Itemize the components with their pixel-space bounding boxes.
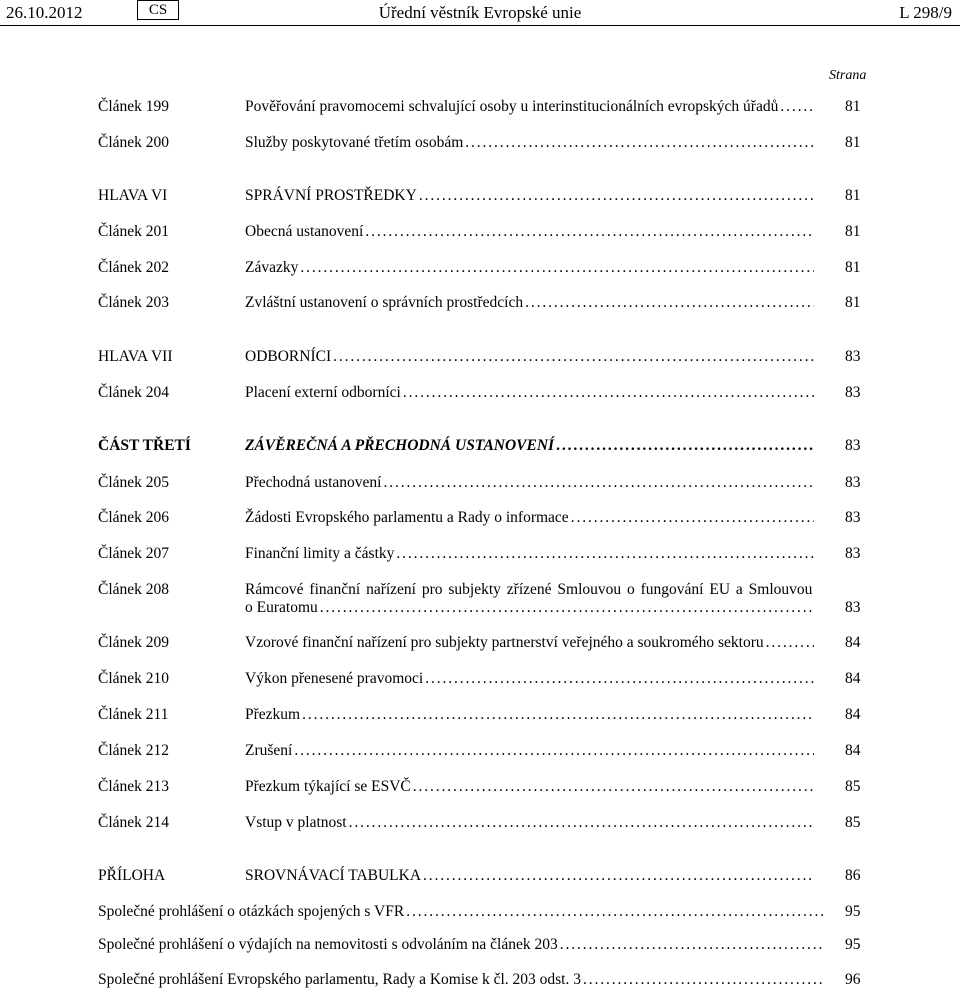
leader-dots [403,382,814,404]
toc-entry-label: ČÁST TŘETÍ [98,437,191,454]
toc-entry-title: Výkon přenesené pravomoci [245,670,424,687]
toc-entry[interactable] [0,704,960,726]
leader-dots [294,740,814,762]
leader-dots [425,668,814,690]
declaration-entry[interactable] [0,969,960,991]
toc-entry-page: 86 [845,867,861,884]
toc-entry-title: Žádosti Evropského parlamentu a Rady o informace [245,509,569,526]
declaration-page: 95 [845,936,861,953]
toc-entry-label: Článek 210 [98,670,170,687]
toc-entry-label: Článek 214 [98,814,170,831]
toc-entry-label: Článek 209 [98,634,170,651]
toc-entry-title: ODBORNÍCI [245,348,332,365]
toc-entry-label: Článek 207 [98,545,170,562]
toc-entry[interactable] [0,812,960,834]
toc-entry-label: Článek 204 [98,384,170,401]
toc-entry[interactable] [0,257,960,279]
toc-entry-label: PŘÍLOHA [98,867,166,884]
toc-part-heading[interactable] [0,435,960,457]
toc-entry[interactable] [0,185,960,207]
toc-entry[interactable] [0,472,960,494]
toc-entry-title: Finanční limity a částky [245,545,395,562]
toc-entry-title-line1: Rámcové finanční nařízení pro subjekty zřízené Smlouvou o fungování EU a Smlouvou [245,581,813,598]
toc-entry-page: 83 [845,384,861,401]
toc-entry-label: Článek 200 [98,134,170,151]
leader-dots [413,776,814,798]
toc-entry-title: Závazky [245,259,299,276]
leader-dots [465,132,814,154]
toc-entry-page: 83 [845,509,861,526]
toc-entry-label: Článek 211 [98,706,169,723]
leader-dots [333,346,814,368]
leader-dots [396,543,814,565]
language-badge: CS [137,0,179,20]
toc-entry-title: Zrušení [245,742,293,759]
toc-entry-title: Placení externí odborníci [245,384,401,401]
toc-entry-title: Přechodná ustanovení [245,474,382,491]
leader-dots [300,257,814,279]
page-column-label: Strana [829,68,867,83]
toc-entry-title: Služby poskytované třetím osobám [245,134,464,151]
header-divider [0,25,960,26]
toc-entry-page: 84 [845,742,861,759]
toc-entry-label: Článek 199 [98,98,170,115]
leader-dots [525,292,814,314]
page-header [0,0,960,26]
toc-entry-page: 85 [845,814,861,831]
toc-entry-page: 83 [845,599,861,616]
toc-entry[interactable] [0,346,960,368]
toc-entry[interactable] [0,221,960,243]
leader-dots [406,901,824,923]
toc-entry-title: ZÁVĚREČNÁ A PŘECHODNÁ USTANOVENÍ [245,437,555,454]
toc-entry-title: Pověřování pravomocemi schvalující osoby u interinstitucionálních evropských úřadů [245,98,779,115]
toc-entry-label: Článek 201 [98,223,170,240]
toc-entry[interactable] [0,865,960,887]
toc-entry-page: 81 [845,98,861,115]
toc-entry-page: 83 [845,437,861,454]
leader-dots [320,597,814,619]
toc-entry-page: 83 [845,348,861,365]
toc-entry-page: 81 [845,259,861,276]
toc-entry[interactable] [0,632,960,654]
toc-entry-page: 81 [845,134,861,151]
leader-dots [349,812,814,834]
journal-title: Úřední věstník Evropské unie [378,3,582,22]
toc-entry-title: Obecná ustanovení [245,223,364,240]
toc-entry-title: SPRÁVNÍ PROSTŘEDKY [245,187,417,204]
toc-entry[interactable] [0,579,960,621]
toc-entry-title: Přezkum [245,706,301,723]
toc-entry-title: Přezkum týkající se ESVČ [245,778,411,795]
leader-dots [556,435,814,457]
toc-entry-label: Článek 206 [98,509,170,526]
toc-entry-title: o Euratomu [245,599,318,616]
leader-dots [583,969,824,991]
toc-entry-title: Vzorové finanční nařízení pro subjekty partnerství veřejného a soukromého sektoru [245,634,764,651]
declaration-entry[interactable] [0,934,960,956]
toc-entry-label: Článek 213 [98,778,170,795]
toc-entry[interactable] [0,96,960,118]
toc-entry-page: 81 [845,294,861,311]
toc-entry[interactable] [0,543,960,565]
leader-dots [423,865,814,887]
toc-entry-page: 84 [845,670,861,687]
toc-entry-label: Článek 208 [98,581,170,598]
toc-entry-label: Článek 212 [98,742,170,759]
toc-entry-title: SROVNÁVACÍ TABULKA [245,867,422,884]
toc-entry-label: HLAVA VII [98,348,173,365]
leader-dots [780,96,814,118]
declaration-title: Společné prohlášení Evropského parlamentu, Rady a Komise k čl. 203 odst. 3 [98,971,581,988]
declaration-entry[interactable] [0,901,960,923]
toc-entry-label: Článek 202 [98,259,170,276]
toc-entry-page: 81 [845,223,861,240]
toc-entry[interactable] [0,132,960,154]
declaration-title: Společné prohlášení o výdajích na nemovitosti s odvoláním na článek 203 [98,936,558,953]
publication-date: 26.10.2012 [6,3,83,22]
declaration-title: Společné prohlášení o otázkách spojených s VFR [98,903,405,920]
toc-entry-label: HLAVA VI [98,187,168,204]
toc-entry[interactable] [0,382,960,404]
toc-entry[interactable] [0,292,960,314]
toc-entry-page: 83 [845,474,861,491]
toc-entry-page: 83 [845,545,861,562]
declaration-page: 96 [845,971,861,988]
leader-dots [365,221,814,243]
declaration-page: 95 [845,903,861,920]
toc-entry-title: Zvláštní ustanovení o správních prostředcích [245,294,524,311]
toc-entry[interactable] [0,776,960,798]
toc-entry-page: 85 [845,778,861,795]
toc-entry[interactable] [0,668,960,690]
toc-entry-page: 81 [845,187,861,204]
toc-entry-title: Vstup v platnost [245,814,347,831]
toc-entry-page: 84 [845,634,861,651]
page-reference: L 298/9 [899,3,952,22]
leader-dots [560,934,824,956]
toc-entry-label: Článek 205 [98,474,170,491]
toc-entry[interactable] [0,740,960,762]
leader-dots [419,185,814,207]
leader-dots [766,632,814,654]
leader-dots [302,704,814,726]
leader-dots [383,472,814,494]
toc-entry[interactable] [0,507,960,529]
leader-dots [571,507,814,529]
toc-entry-page: 84 [845,706,861,723]
toc-entry-label: Článek 203 [98,294,170,311]
